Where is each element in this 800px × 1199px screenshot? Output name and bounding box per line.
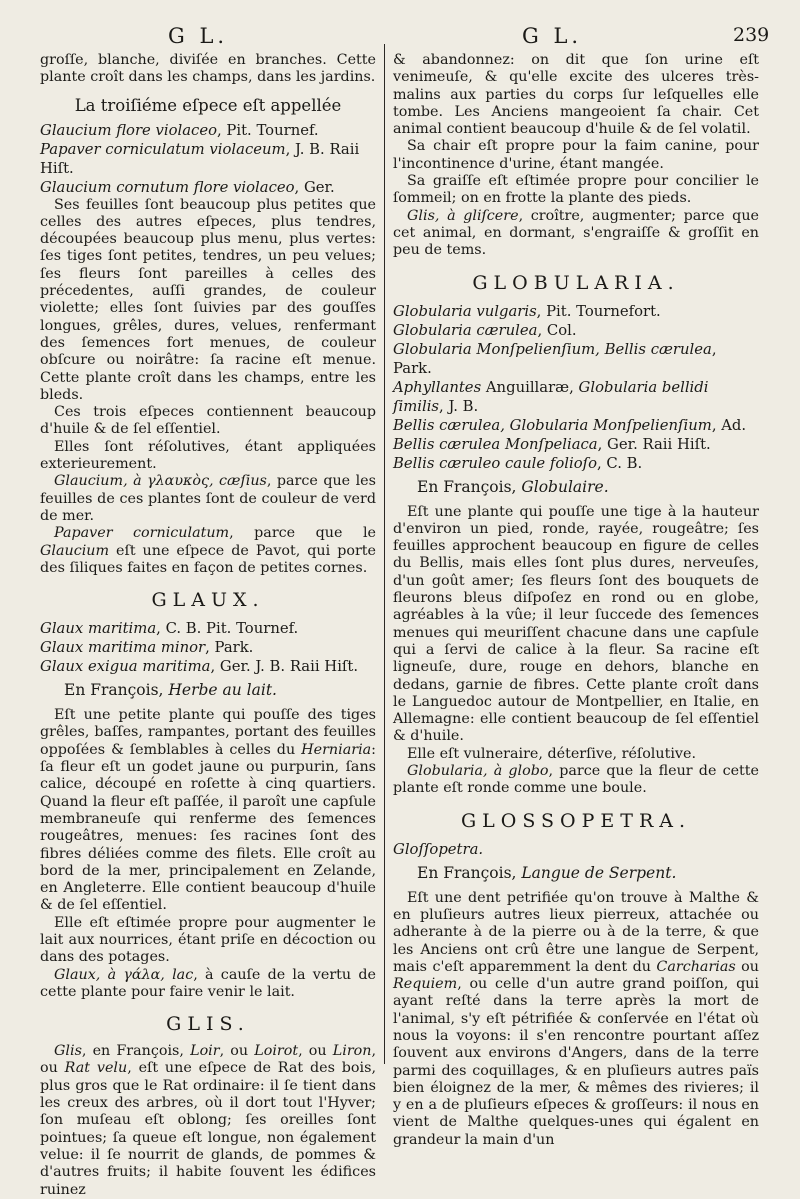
paragraph: Elle eſt vulneraire, déterſive, réſolutive. (407, 745, 696, 762)
entry-heading: GLAUX. (151, 589, 265, 612)
paragraph: Eſt une petite plante qui pouſſe des tiges grêles, baſſes, rampantes, portant des feuilles oppoſées & ſemblables à celles du Herniaria: ſa fleur eſt un godet jaune ou purpurin, ſans calice, découpé en roſette à cinq quartiers. Quand la fleur eſt paſſée, il paroît une capſule membraneuſe qui renferme des ſemences rougeâtres, menues: ſes racines ſont des fibres déliées comme des filets. Elle croît au bord de la mer, principalement en Zelande, en Angleterre. Elle contient beaucoup d'huile & de ſel eſſentiel. (40, 707, 376, 914)
synonym-line: Glaucium flore violaceo, Pit. Tournef. (40, 121, 319, 139)
paragraph: Glaux, à γάλα, lac, à cauſe de la vertu de cette plante pour faire venir le lait. (40, 966, 376, 1000)
paragraph: Elle eſt eſtimée propre pour augmenter le lait aux nourrices, étant priſe en décoction ou dans des potages. (40, 914, 376, 966)
left-column (40, 52, 376, 1199)
right-column (393, 52, 759, 1149)
paragraph: Sa chair eſt propre pour la faim canine, pour l'incontinence d'urine, étant mangée. (393, 138, 759, 172)
page-number: 239 (733, 24, 770, 46)
synonym-line: Glaux maritima, C. B. Pit. Tournef. (40, 620, 299, 638)
synonym-line: Globularia vulgaris, Pit. Tournefort. (393, 302, 661, 320)
synonym-line: Bellis cæruleo caule folioſo, C. B. (393, 454, 643, 472)
paragraph: Eſt une plante qui pouſſe une tige à la hauteur d'environ un pied, ronde, rayée, rougeâtre; ſes feuilles approchent beaucoup en figure de celles du Bellis, mais elles ſont plus dures, nerveuſes, d'un goût amer; ſes fleurs ſont des bouquets de fleurons bleus diſpoſez en rond ou en globe, agréables à la vûe; il leur ſuccede des ſemences menues qui meuriſſent chacune dans une capſule qui a ſervi de calice à la fleur. Sa racine eſt ligneuſe, dure, rouge en dehors, blanche en dedans, garnie de fibres. Cette plante croît dans le Languedoc autour de Montpellier, en Italie, en Allemagne: elle contient beaucoup de ſel eſſentiel & d'huile. (393, 503, 759, 745)
page-header (0, 24, 800, 52)
paragraph: Eſt une dent petrifiée qu'on trouve à Malthe & en pluſieurs autres lieux pierreux, attachée ou adherante à de la pierre ou à de la terre, & que les Anciens ont crû être une langue de Serpent, mais c'eſt apparemment la dent du Carcharias ou Requiem, ou celle d'un autre grand poiſſon, qui ayant reſté dans la terre après la mort de l'animal, s'y eſt pétrifiée & conſervée en l'état où nous la voyons: il s'en rencontre pourtant aſſez ſouvent aux environs d'Angers, dans de la terre parmi des coquillages, & en pluſieurs autres païs bien éloignez de la mer, & mêmes des rivieres; il y en a de pluſieurs eſpeces & groſſeurs: il nous en vient de Malthe quelques-unes qui égalent en grandeur la main d'un (393, 889, 759, 1148)
entry-heading: GLOBULARIA. (472, 271, 680, 294)
paragraph: & abandonnez: on dit que ſon urine eſt venimeuſe, & qu'elle excite des ulceres très-malins aux parties du corps ſur leſquelles elle tombe. Les Anciens mangeoient ſa chair. Cet animal contient beaucoup d'huile & de ſel volatil. (393, 52, 759, 138)
paragraph: Ces trois eſpeces contiennent beaucoup d'huile & de ſel eſſentiel. (40, 404, 376, 438)
running-head-right: G L. (522, 24, 583, 48)
synonym-line: Bellis cærulea, Globularia Monſpelienſium, Ad. (393, 416, 747, 434)
paragraph: Glis, en François, Loir, ou Loirot, ou Liron, ou Rat velu, eſt une eſpece de Rat des bois, plus gros que le Rat ordinaire: il ſe tient dans les creux des arbres, où il dort tout l'Hyver; ſon muſeau eſt oblong; ſes oreilles ſont pointues; ſa queue eſt longue, non également velue: il ſe nourrit de glands, de pommes & d'autres fruits; il habite ſouvent les édifices ruinez (40, 1043, 377, 1198)
column-divider (384, 44, 385, 1064)
french-name: En François, Globulaire. (417, 477, 609, 496)
paragraph: Papaver corniculatum, parce que le Glaucium eſt une eſpece de Pavot, qui porte des ſiliques faites en façon de petites cornes. (40, 525, 376, 576)
paragraph: Globularia, à globo, parce que la fleur de cette plante eſt ronde comme une boule. (393, 763, 759, 797)
synonym-line: Papaver corniculatum violaceum, J. B. Raii Hiſt. (40, 140, 360, 177)
paragraph: Glis, à gliſcere, croître, augmenter; parce que cet animal, en dormant, s'engraiſſe & groſſit en peu de tems. (393, 207, 759, 259)
paragraph: groſſe, blanche, diviſée en branches. Cette plante croît dans les champs, dans les jardins. (40, 52, 376, 86)
synonym-line: Glaucium cornutum flore violaceo, Ger. (40, 178, 335, 196)
synonym-line: Glaux maritima minor, Park. (40, 639, 254, 657)
running-head-left: G L. (168, 24, 229, 48)
synonym-line: Aphyllantes Anguillaræ, Globularia bellidi ſimilis, J. B. (393, 378, 709, 415)
entry-heading: GLOSSOPETRA. (460, 809, 692, 832)
french-name: En François, Herbe au lait. (64, 681, 277, 700)
synonym-line: Globularia Monſpelienſium, Bellis cærulea, Park. (393, 340, 717, 377)
synonym-line: Globularia cærulea, Col. (393, 321, 577, 339)
synonym-line: Gloſſopetra. (393, 840, 484, 858)
paragraph: Sa graiſſe eſt eſtimée propre pour concilier le ſommeil; on en frotte la plante des pieds. (393, 173, 759, 207)
synonym-line: Bellis cærulea Monſpeliaca, Ger. Raii Hiſt. (393, 435, 711, 453)
synonym-line: Glaux exigua maritima, Ger. J. B. Raii Hiſt. (40, 658, 359, 676)
entry-heading: GLIS. (166, 1013, 250, 1036)
paragraph: Glaucium, à γλαυκὸς, cæſius, parce que les feuilles de ces plantes ſont de couleur de verd de mer. (40, 473, 376, 524)
french-name: En François, Langue de Serpent. (417, 863, 677, 882)
paragraph: Ses feuilles ſont beaucoup plus petites que celles des autres eſpeces, plus tendres, découpées beaucoup plus menu, plus vertes: ſes tiges ſont petites, tendres, un peu velues; ſes fleurs ſont pareilles à celles des précedentes, auſſi grandes, de couleur violette; elles ſont ſuivies par des gouſſes longues, grêles, dures, velues, renfermant des ſemences fort menues, de couleur obſcure ou noirâtre: ſa racine eſt menue. Cette plante croît dans les champs, entre les bleds. (40, 196, 376, 403)
subheading: La troiſiéme eſpece eſt appellée (74, 95, 342, 115)
paragraph: Elles ſont réſolutives, étant appliquées exterieurement. (40, 438, 376, 473)
